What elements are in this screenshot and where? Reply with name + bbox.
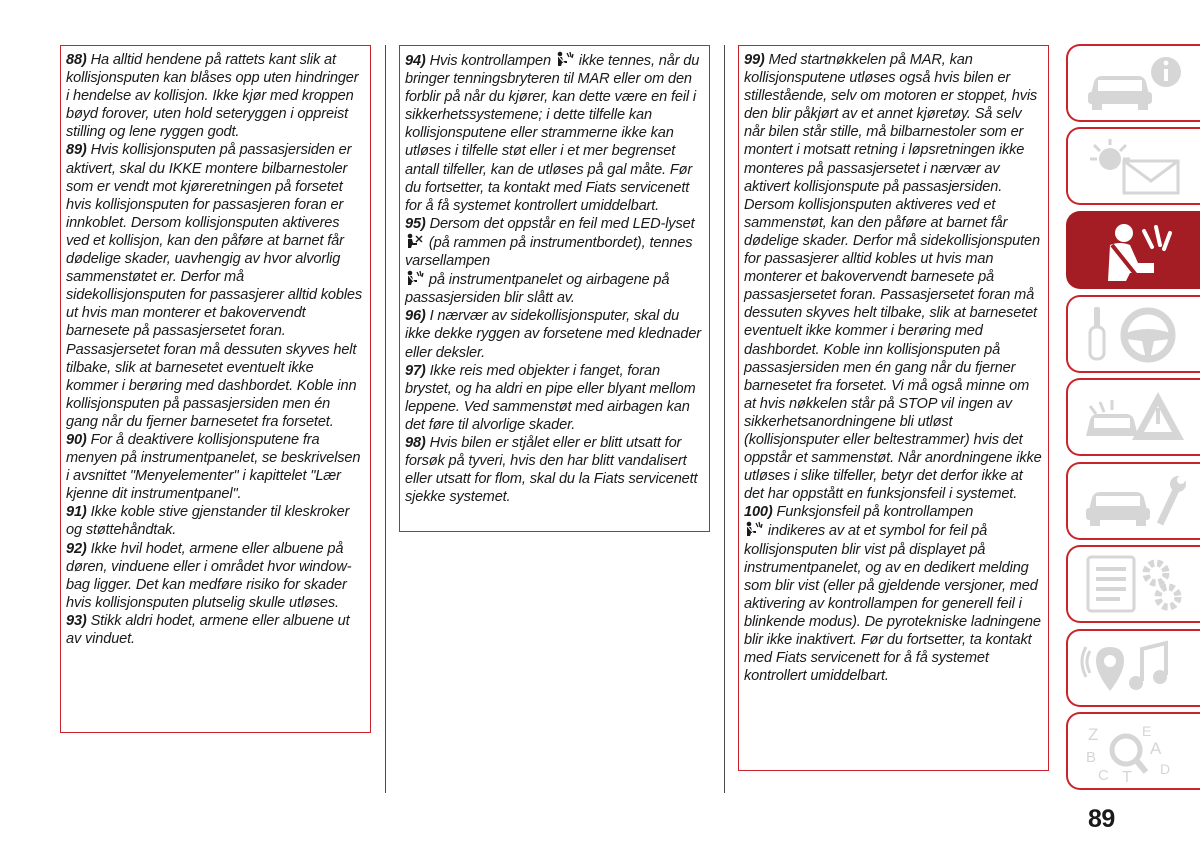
tab-car-info[interactable] [1066, 44, 1200, 122]
note-96: 96) I nærvær av sidekollisjonsputer, skal du ikke dekke ryggen av forsetene med klednader eller deksler. [405, 308, 701, 361]
lights-message-icon [1080, 135, 1192, 197]
tab-technical-data[interactable] [1066, 545, 1200, 623]
index-letter: Z [1088, 725, 1099, 744]
tab-lights-messages[interactable] [1066, 127, 1200, 205]
airbag-warning-icon [744, 521, 764, 537]
note-97: 97) Ikke reis med objekter i fanget, foran brystet, og ha aldri en pipe eller blyant mellom leppene. Ved sammenstøt med airbagen kan det føre til alvorlige skader. [405, 362, 696, 433]
page-number: 89 [1088, 805, 1115, 833]
tab-safety[interactable] [1066, 211, 1200, 289]
column-divider [724, 45, 725, 793]
airbag-warning-icon [405, 270, 425, 286]
airbag-off-icon [405, 233, 425, 249]
multimedia-icon [1080, 637, 1192, 699]
notes-column-2 [399, 45, 710, 532]
column-divider [385, 45, 386, 793]
note-93: 93) Stikk aldri hodet, armene eller albuene ut av vinduet. [66, 612, 350, 647]
index-letter: D [1160, 761, 1171, 777]
tab-emergency[interactable] [1066, 378, 1200, 456]
tab-maintenance[interactable] [1066, 462, 1200, 540]
note-90: 90) For å deaktivere kollisjonsputene fra menyen på instrumentpanelet, se beskrivelsen i avsnittet "Menyelementer" i kapittelet "Lær kjenne dit instrumentpanel". [66, 431, 361, 503]
note-89: 89) Hvis kollisjonsputen på passasjersiden er aktivert, skal du IKKE montere bilbarnestoler som er vendt mot kjøreretningen på forsetet hvis kollisjonsputen for passasjeren foran er innkoblet. Dersom kollisjonsputen aktiveres ved et kollisjon, kan den påføre at barnet får dødelige skader, uavhengig av hvor alvorlig sammenstøtet er. Derfor må sidekollisjonsputen for passasjerer alltid kobles ut hvis man monterer et bakovervendt barnesete på passasjersetet foran. Passasjersetet foran må dessuten skyves helt tilbake, slik at barnesetet eventuelt ikke kommer i berøring med dashbordet. Koble inn kollisjonsputen på passasjersiden men én gang når du fjerner barnesetet fra forsetet. [66, 142, 363, 430]
alphabetical-index-icon [1080, 720, 1192, 782]
airbag-warning-icon [555, 51, 575, 67]
index-letter: B [1086, 749, 1097, 766]
index-letter: T [1122, 769, 1132, 782]
notes-column-1 [60, 45, 371, 733]
note-98: 98) Hvis bilen er stjålet eller er blitt utsatt for forsøk på tyveri, hvis den har blitt vandalisert eller utsatt for flom, skal du la Fiats servicenett sjekke systemet. [405, 434, 698, 506]
note-94: 94) Hvis kontrollampen ikke tennes, når du bringer tenningsbryteren til MAR eller om den forblir på når du kjører, kan dette være en feil i sikkerhetssystemene; i dette tilfelle kan kollisjonsputene eller strammerne ikke kan utløses i tilfelle støt eller i et mer begrenset antall tilfeller, kan de utløses på gal måte. Før du fortsetter, ta kontakt med Fiats servicenett for å få systemet kontrollert umiddelbart. [405, 53, 700, 214]
note-92: 92) Ikke hvil hodet, armene eller albuene på døren, vinduene eller i området hvor window-bag ligger. Det kan medføre risiko for skader hvis kollisjonsputen plutselig skulle utløses. [66, 540, 352, 611]
tab-multimedia[interactable] [1066, 629, 1200, 707]
index-letter: A [1150, 739, 1162, 758]
note-100: 100) Funksjonsfeil på kontrollampen indikeres av at et symbol for feil på kollisjonsputen blir vist på displayet på instrumentpanelet, og av en dedikert melding som blir vist (eller på gjeldende versjoner, med aktivering av kontrollampen for generell feil i blinkende modus). De pyrotekniske ladningene blir ikke inaktivert. Før du fortsetter, ta kontakt med Fiats servicenett for å få systemet kontrollert umiddelbart. [744, 504, 1041, 685]
car-wrench-icon [1080, 470, 1192, 532]
tab-starting-driving[interactable] [1066, 295, 1200, 373]
note-99: 99) Med startnøkkelen på MAR, kan kollisjonsputene utløses også hvis bilen er stillestående, selv om motoren er stoppet, hvis den blir påkjørt av et annet kjøretøy. Så selv når bilen står stille, må bilbarnestoler som er montert i motsatt retning i løpsretningen ikke monteres på passasjersetet i nærvær av aktivert kollisjonspute på passasjersiden. Dersom kollisjonsputen aktiveres ved et sammenstøt, kan den påføre at barnet får dødelige skader. Derfor må sidekollisjonsputen for passasjerer alltid kobles ut hvis man monterer et bakovervendt barnesete på passasjersetet foran. Passasjersetet foran må dessuten skyves helt tilbake, slik at barnesetet eventuelt ikke kommer i berøring med dashbordet. Koble inn kollisjonsputen på passasjersiden men én gang når du fjerner barnesetet fra forsetet. Vi må også minne om at hvis nøkkelen står på STOP vil ingen av sikkerhetsanordningene bli utløst (kollisjonsputer eller beltestrammer) hvis det oppstår et sammenstøt. Når anordningene ikke utløses i slike tilfeller, betyr det derfor ikke at det har oppstått en funksjonsfeil i systemet. [744, 52, 1042, 503]
car-warning-icon [1080, 386, 1192, 448]
note-88: 88) Ha alltid hendene på rattets kant slik at kollisjonsputen kan blåses opp uten hindringer i hendelse av kollisjon. Ikke kjør med kroppen bøyd forover, uten hold seteryggen i oppreist stilling og lene ryggen godt. [66, 52, 359, 141]
tab-index[interactable] [1066, 712, 1200, 790]
document-gears-icon [1080, 553, 1192, 615]
index-letter: C [1098, 767, 1109, 782]
index-letter: E [1142, 723, 1152, 739]
airbag-seatbelt-icon [1080, 219, 1192, 281]
car-info-icon [1080, 52, 1192, 114]
key-steering-wheel-icon [1080, 303, 1192, 365]
notes-column-3 [738, 45, 1049, 771]
note-95: 95) Dersom det oppstår en feil med LED-lyset (på rammen på instrumentbordet), tennes varsellampen på instrumentpanelet og airbagene på passasjersiden blir slått av. [405, 215, 695, 307]
note-91: 91) Ikke koble stive gjenstander til kleskroker og støttehåndtak. [66, 504, 350, 539]
